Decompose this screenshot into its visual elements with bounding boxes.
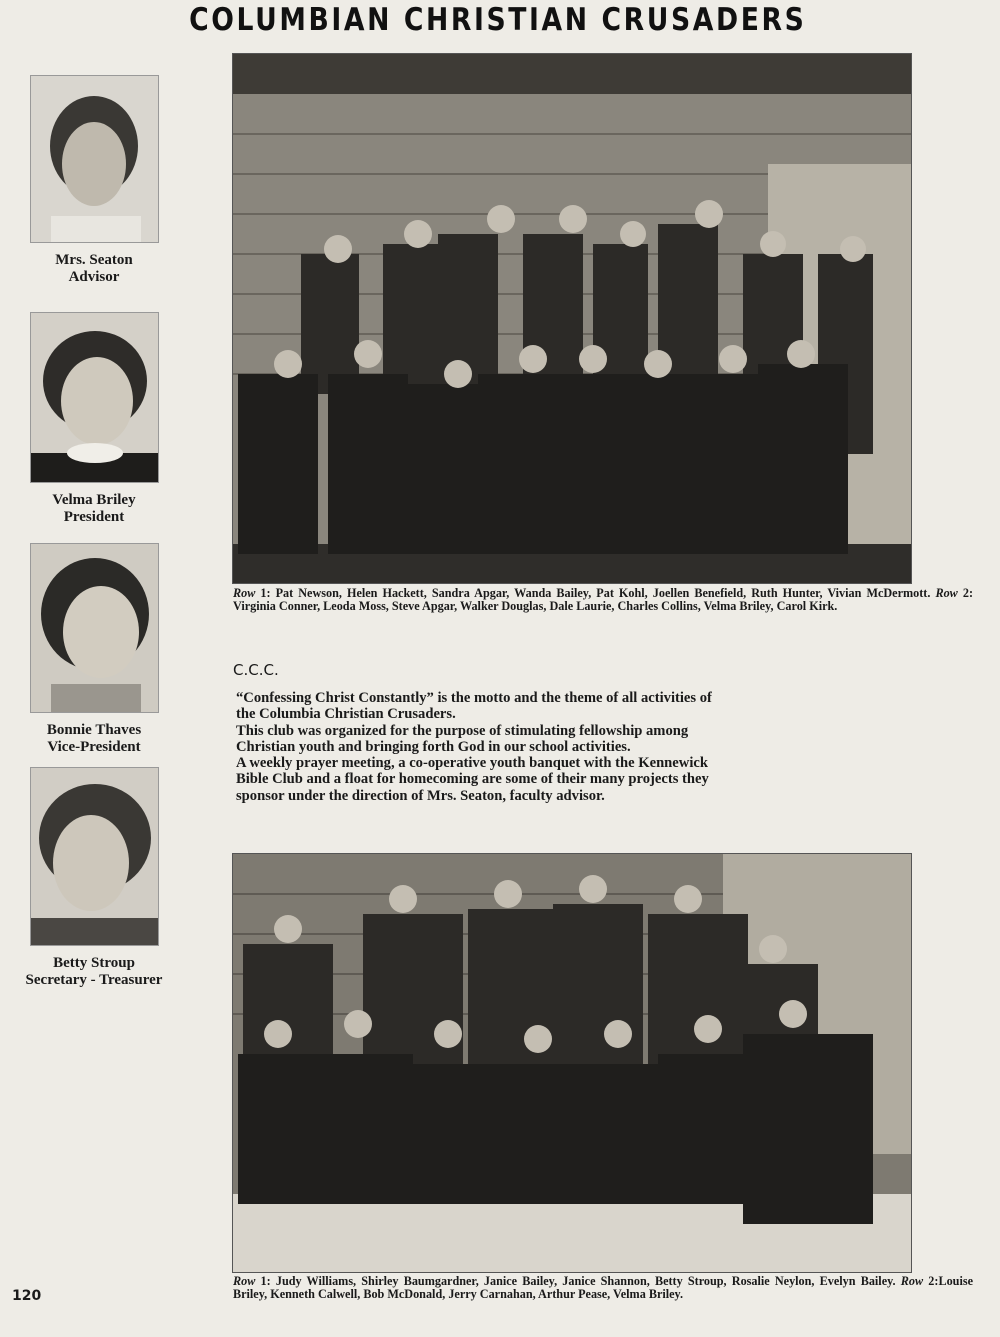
paragraph-motto: “Confessing Christ Constantly” is the motto and the theme of all activities of the Columbia Christian Crusaders. xyxy=(236,690,712,723)
page-title: COLUMBIAN CHRISTIAN CRUSADERS xyxy=(189,2,807,38)
club-description xyxy=(236,690,728,804)
paragraph-projects: A weekly prayer meeting, a co-operative youth banquet with the Kennewick Bible Club and a float for homecoming are some of their many projects they sponsor under the direction of Mrs. Seaton, faculty advisor. xyxy=(236,755,709,804)
caption-president: Velma Briley President xyxy=(52,492,136,525)
group-photo-bottom xyxy=(232,853,912,1273)
paragraph-purpose: This club was organized for the purpose of stimulating fellowship among Christian youth and bringing forth God in our school activities. xyxy=(236,722,689,755)
section-heading: C.C.C. xyxy=(233,661,279,679)
caption-vice-president: Bonnie Thaves Vice-President xyxy=(46,722,142,755)
portrait-president xyxy=(30,312,159,483)
caption-advisor: Mrs. Seaton Advisor xyxy=(55,252,133,285)
caption-secretary-treasurer: Betty Stroup Secretary - Treasurer xyxy=(25,955,163,988)
portrait-advisor xyxy=(30,75,159,243)
top-photo-caption: Row 1: Pat Newson, Helen Hackett, Sandra Apgar, Wanda Bailey, Pat Kohl, Joellen Benefield, Ruth Hunter, Vivian McDermott. Row 2: Virginia Conner, Leoda Moss, Steve Apgar, Walker Douglas, Dale Laurie, Charles Collins, Velma Briley, Carol Kirk. xyxy=(233,586,974,613)
page-number: 120 xyxy=(12,1288,42,1304)
bottom-photo-caption: Row 1: Judy Williams, Shirley Baumgardner, Janice Bailey, Janice Shannon, Betty Stroup, Rosalie Neylon, Evelyn Bailey. Row 2:Louise Briley, Kenneth Calwell, Bob McDonald, Jerry Carnahan, Arthur Pease, Velma Briley. xyxy=(233,1274,973,1301)
group-photo-top xyxy=(232,53,912,584)
portrait-secretary-treasurer xyxy=(30,767,159,946)
portrait-vice-president xyxy=(30,543,159,713)
